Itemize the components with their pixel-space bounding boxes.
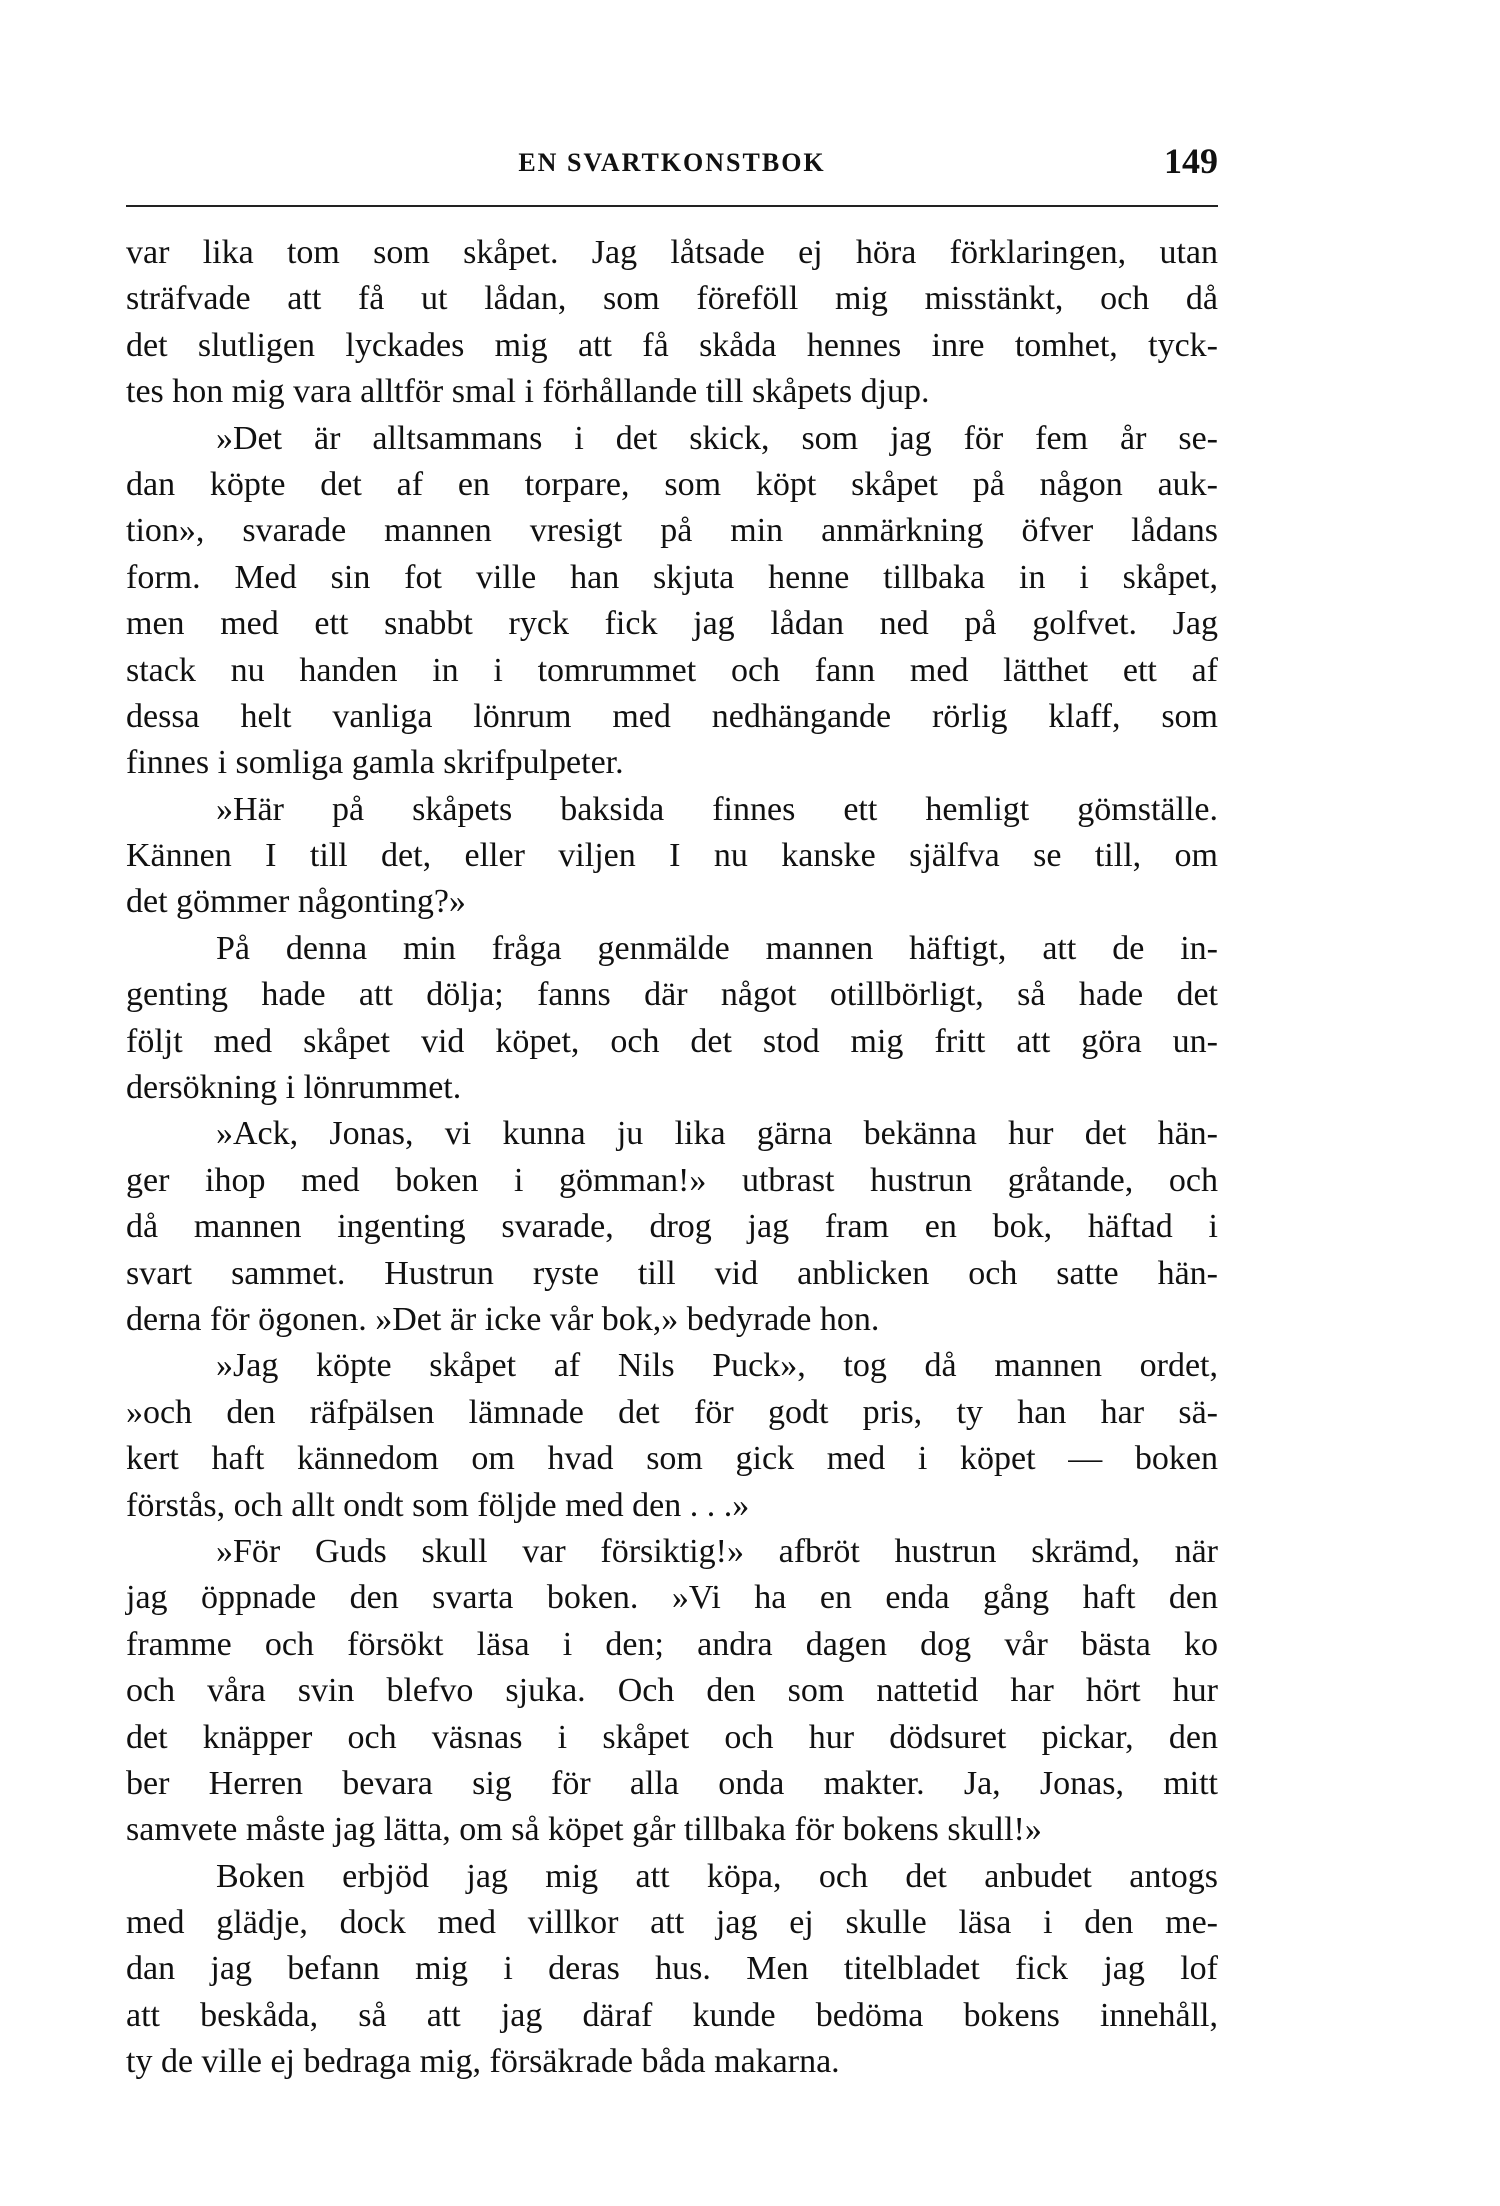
text-line: förstås, och allt ondt som följde med den . . .» (126, 1486, 750, 1524)
text-line: Kännen I till det, eller viljen I nu kanske själfva se till, om (126, 837, 1218, 875)
text-line: men med ett snabbt ryck fick jag lådan ned på golfvet. Jag (126, 605, 1218, 643)
text-line: sträfvade att få ut lådan, som föreföll mig misstänkt, och då (126, 280, 1218, 318)
text-line: svart sammet. Hustrun ryste till vid anblicken och satte hän- (126, 1254, 1218, 1292)
text-line: ber Herren bevara sig för alla onda makter. Ja, Jonas, mitt (126, 1764, 1218, 1802)
text-line: kert haft kännedom om hvad som gick med i köpet — boken (126, 1440, 1218, 1478)
text-line: då mannen ingenting svarade, drog jag fram en bok, häftad i (126, 1208, 1218, 1246)
text-line: Boken erbjöd jag mig att köpa, och det anbudet antogs (216, 1857, 1218, 1895)
text-line: dessa helt vanliga lönrum med nedhängande rörlig klaff, som (126, 697, 1218, 735)
text-line: det slutligen lyckades mig att få skåda hennes inre tomhet, tyck- (126, 326, 1218, 364)
text-line: dersökning i lönrummet. (126, 1069, 462, 1107)
text-line: dan jag befann mig i deras hus. Men titelbladet fick jag lof (126, 1950, 1218, 1988)
text-line: med glädje, dock med villkor att jag ej skulle läsa i den me- (126, 1904, 1218, 1942)
text-line: »Jag köpte skåpet af Nils Puck», tog då mannen ordet, (216, 1347, 1218, 1385)
text-line: dan köpte det af en torpare, som köpt skåpet på någon auk- (126, 465, 1218, 503)
text-line: form. Med sin fot ville han skjuta henne tillbaka in i skåpet, (126, 558, 1218, 596)
text-line: »Här på skåpets baksida finnes ett hemligt gömställe. (216, 790, 1218, 828)
text-line: »För Guds skull var försiktig!» afbröt hustrun skrämd, när (216, 1532, 1218, 1570)
text-line: ty de ville ej bedraga mig, försäkrade båda makarna. (126, 2043, 840, 2081)
text-line: På denna min fråga genmälde mannen häftigt, att de in- (216, 929, 1218, 967)
text-line: »Det är alltsammans i det skick, som jag för fem år se- (216, 419, 1218, 457)
page-header (126, 140, 1218, 190)
text-line: jag öppnade den svarta boken. »Vi ha en enda gång haft den (126, 1579, 1218, 1617)
text-line: »Ack, Jonas, vi kunna ju lika gärna bekänna hur det hän- (216, 1115, 1218, 1153)
text-line: framme och försökt läsa i den; andra dagen dog vår bästa ko (126, 1625, 1218, 1663)
text-line: samvete måste jag lätta, om så köpet går tillbaka för bokens skull!» (126, 1811, 1042, 1849)
body-text (126, 230, 1218, 2086)
text-line: att beskåda, så att jag däraf kunde bedöma bokens innehåll, (126, 1996, 1218, 2034)
header-rule (126, 205, 1218, 207)
text-line: följt med skåpet vid köpet, och det stod mig fritt att göra un- (126, 1022, 1218, 1060)
text-line: tion», svarade mannen vresigt på min anmärkning öfver lådans (126, 512, 1218, 550)
text-line: finnes i somliga gamla skrifpulpeter. (126, 744, 624, 782)
page-number: 149 (1164, 141, 1218, 181)
text-line: tes hon mig vara alltför smal i förhållande till skåpets djup. (126, 373, 930, 411)
text-line: ger ihop med boken i gömman!» utbrast hustrun gråtande, och (126, 1161, 1218, 1199)
text-line: det gömmer någonting?» (126, 883, 466, 921)
text-line: genting hade att dölja; fanns där något otillbörligt, så hade det (126, 976, 1218, 1014)
text-line: »och den räfpälsen lämnade det för godt pris, ty han har sä- (126, 1393, 1218, 1431)
text-line: var lika tom som skåpet. Jag låtsade ej höra förklaringen, utan (126, 234, 1218, 271)
running-title: EN SVARTKONSTBOK (518, 148, 826, 177)
text-line: derna för ögonen. »Det är icke vår bok,» bedyrade hon. (126, 1300, 880, 1338)
text-line: det knäpper och väsnas i skåpet och hur dödsuret pickar, den (126, 1718, 1218, 1756)
text-line: stack nu handen in i tomrummet och fann med lätthet ett af (126, 651, 1218, 689)
text-line: och våra svin blefvo sjuka. Och den som nattetid har hört hur (126, 1672, 1218, 1710)
